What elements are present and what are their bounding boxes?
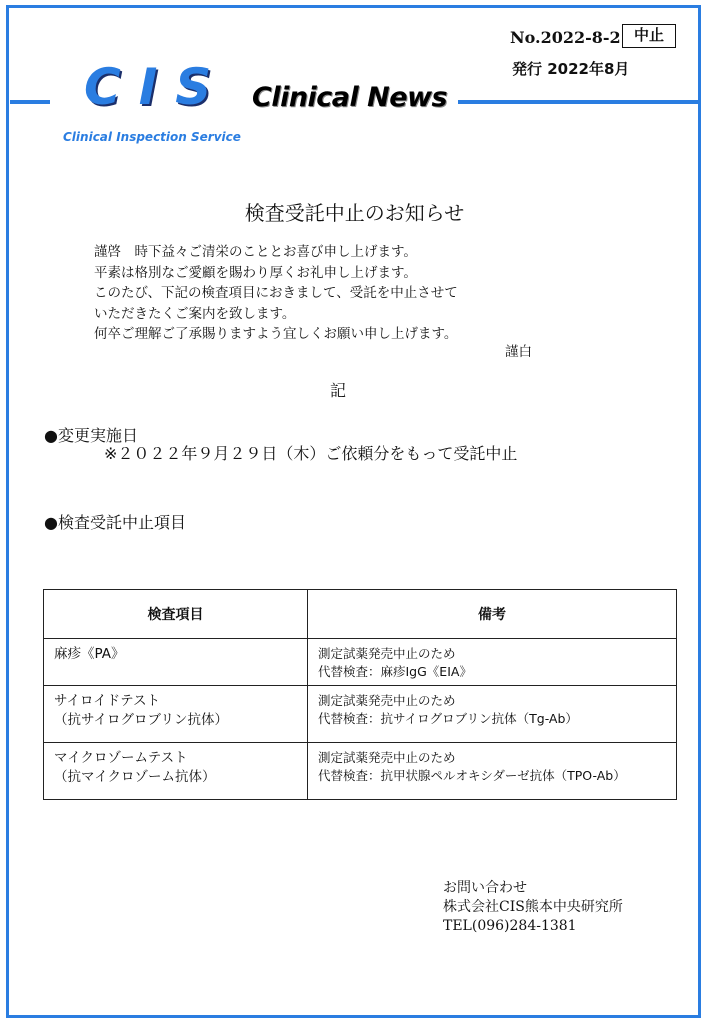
item-name-sub: （抗マイクロゾーム抗体）: [54, 769, 216, 785]
note-cell: [308, 639, 677, 686]
document-number: No.2022-8-2: [510, 28, 621, 47]
newsletter-name: Clinical News: [252, 82, 448, 113]
contact-company: 株式会社CIS熊本中央研究所: [443, 899, 623, 915]
note-line: 測定試薬発売中止のため: [318, 693, 456, 708]
item-name: マイクロゾームテスト: [54, 750, 188, 766]
cis-logo: CIS: [84, 58, 230, 116]
closing-word: 謹白: [505, 344, 532, 360]
greeting-line: 何卒ご理解ご了承賜りますよう宜しくお願い申し上げます。: [94, 326, 458, 342]
discontinued-items-table: [43, 589, 677, 800]
issue-date: 発行 2022年8月: [512, 60, 630, 78]
greeting-line: 謹啓 時下益々ご清栄のこととお喜び申し上げます。: [94, 244, 417, 260]
items-heading: ●検査受託中止項目: [44, 513, 186, 532]
header-rule-left: [10, 100, 50, 104]
item-cell: [44, 743, 308, 800]
contact-block: [443, 879, 623, 936]
greeting-line: いただきたくご案内を致します。: [94, 305, 296, 322]
note-cell: [308, 686, 677, 743]
change-date-heading: ●変更実施日: [44, 426, 138, 445]
ki-heading: 記: [330, 381, 347, 400]
note-line: 代替検査：抗サイログロブリン抗体（Tg-Ab）: [318, 711, 578, 726]
header-rule-right: [458, 100, 701, 104]
note-line: 測定試薬発売中止のため: [318, 750, 456, 765]
greeting-line: このたび、下記の検査項目におきまして、受託を中止させて: [94, 285, 458, 301]
table-header-row: [44, 590, 677, 639]
change-date-value: ※２０２２年９月２９日（木）ご依頼分をもって受託中止: [104, 444, 518, 463]
table-row: [44, 639, 677, 686]
note-line: 代替検査：抗甲状腺ペルオキシダーゼ抗体（TPO-Ab）: [318, 768, 626, 783]
greeting-line: 平素は格別なご愛顧を賜わり厚くお礼申し上げます。: [94, 264, 417, 281]
item-name: サイロイドテスト: [54, 693, 161, 709]
contact-phone: TEL(096)284-1381: [443, 918, 577, 934]
item-cell: [44, 686, 308, 743]
contact-label: お問い合わせ: [443, 880, 527, 896]
logo-subtitle: Clinical Inspection Service: [63, 130, 241, 144]
table-row: [44, 743, 677, 800]
table-row: [44, 686, 677, 743]
note-line: 測定試薬発売中止のため: [318, 646, 456, 661]
column-header-item: 検査項目: [44, 590, 308, 639]
note-cell: [308, 743, 677, 800]
item-name-sub: （抗サイログロブリン抗体）: [54, 712, 229, 728]
page-title: 検査受託中止のお知らせ: [244, 201, 465, 225]
item-name: 麻疹《PA》: [54, 646, 125, 662]
item-cell: [44, 639, 308, 686]
note-line: 代替検査：麻疹IgG《EIA》: [318, 664, 472, 679]
column-header-note: 備考: [308, 590, 677, 639]
greeting-paragraph: [94, 242, 458, 345]
status-badge: 中止: [622, 24, 676, 48]
